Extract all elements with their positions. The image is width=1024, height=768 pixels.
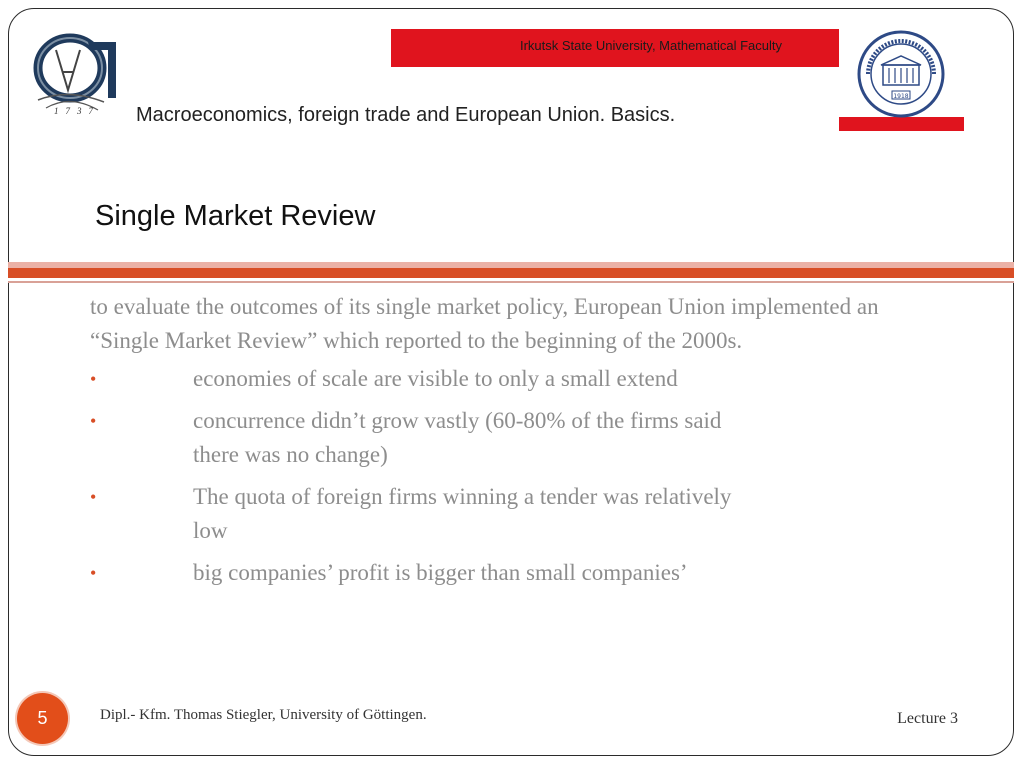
list-item [90, 556, 753, 590]
banner-text: Irkutsk State University, Mathematical Faculty [519, 38, 782, 53]
logo-year: 1737 [54, 106, 100, 116]
bullet-icon: • [90, 487, 97, 507]
slide-number-badge: 5 [17, 693, 68, 744]
list-item [90, 404, 753, 472]
slide-content [90, 290, 930, 598]
footer-lecture: Lecture 3 [897, 710, 958, 727]
bullet-text: The quota of foreign firms winning a tender was relatively low [193, 484, 732, 543]
seal-year: 1918 [893, 93, 909, 100]
intro-paragraph: to evaluate the outcomes of its single market policy, European Union implemented an “Single Market Review” which reported to the beginning of the 2000s. [90, 294, 879, 353]
slide-title: Single Market Review [95, 200, 376, 232]
title-divider [8, 262, 1014, 283]
footer-author: Dipl.- Kfm. Thomas Stiegler, University of Göttingen. [100, 707, 427, 723]
bullet-icon: • [90, 369, 97, 389]
course-subtitle: Macroeconomics, foreign trade and European Union. Basics. [136, 104, 676, 126]
bullet-list [90, 362, 930, 590]
list-item [90, 480, 753, 548]
bullet-icon: • [90, 563, 97, 583]
list-item [90, 362, 753, 396]
bullet-text: concurrence didn’t grow vastly (60-80% of the firms said there was no change) [193, 408, 722, 467]
university-seal-icon [856, 29, 946, 119]
bullet-text: big companies’ profit is bigger than small companies’ [193, 560, 688, 585]
bullet-text: economies of scale are visible to only a small extend [193, 366, 678, 391]
bullet-icon: • [90, 411, 97, 431]
